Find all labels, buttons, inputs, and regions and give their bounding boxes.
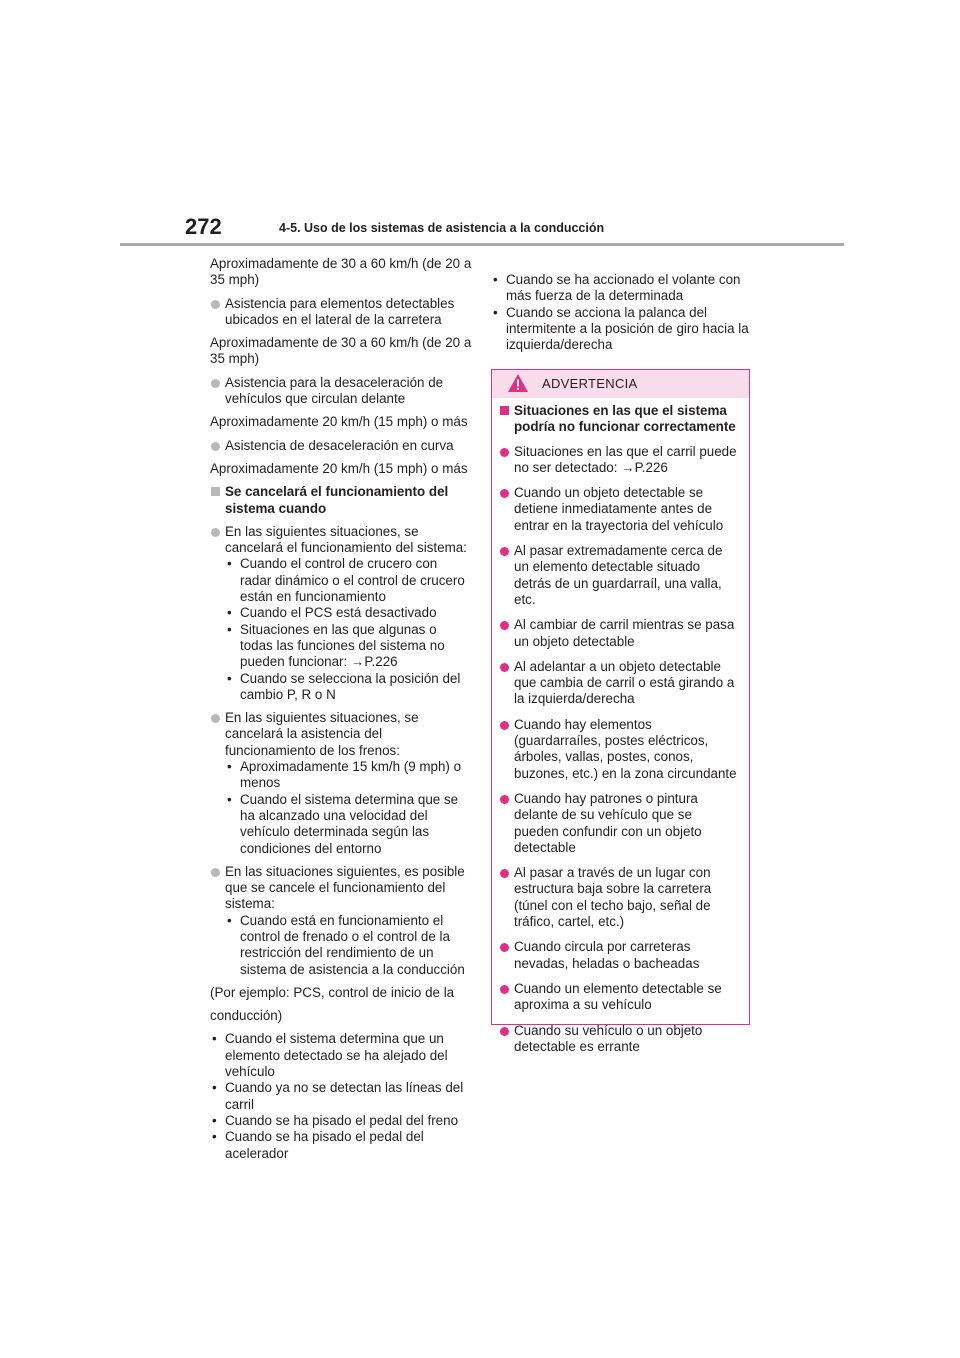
bullet-item: En las siguientes situaciones, se cancelará el funcionamiento del sistema:: [210, 524, 472, 557]
bullet-item: Asistencia de desaceleración en curva: [210, 438, 472, 454]
page-number: 272: [185, 214, 222, 239]
page-header: [120, 212, 844, 248]
paragraph: Aproximadamente de 30 a 60 km/h (de 20 a 35 mph): [210, 256, 472, 288]
warning-item: Situaciones en las que el carril puede no ser detectado: →P.226: [499, 444, 739, 477]
sub-list: [210, 913, 472, 978]
list-item: • Cuando el PCS está desactivado: [225, 605, 472, 621]
warning-body: [499, 403, 739, 1064]
warning-item: Cuando hay patrones o pintura delante de su vehículo que se pueden confundir con un objeto detectable: [499, 791, 739, 856]
warning-title: ADVERTENCIA: [542, 376, 638, 391]
warning-item: Cuando hay elementos (guardarraíles, postes eléctricos, árboles, vallas, postes, conos, buzones, etc.) en la zona circundante: [499, 717, 739, 782]
paragraph: Aproximadamente 20 km/h (15 mph) o más: [210, 460, 468, 476]
warning-triangle-icon: [507, 373, 529, 393]
warning-item: Al cambiar de carril mientras se pasa un objeto detectable: [499, 617, 739, 650]
warning-heading: Situaciones en las que el sistema podría no funcionar correctamente: [499, 403, 739, 436]
warning-item: Cuando un elemento detectable se aproxima a su vehículo: [499, 981, 739, 1014]
list-item: • Aproximadamente 15 km/h (9 mph) o menos: [225, 759, 472, 792]
sub-list: [210, 759, 472, 857]
list-item: • Cuando se ha accionado el volante con más fuerza de la determinada: [491, 272, 753, 305]
list-item: • Cuando se acciona la palanca del intermitente a la posición de giro hacia la izquierda/derecha: [491, 305, 753, 354]
bullet-item: Asistencia para la desaceleración de vehículos que circulan delante: [210, 375, 472, 408]
warning-box: [491, 369, 750, 1054]
paragraph: Aproximadamente 20 km/h (15 mph) o más: [210, 414, 468, 430]
bullet-item: Asistencia para elementos detectables ubicados en el lateral de la carretera: [210, 296, 472, 329]
warning-item: Al adelantar a un objeto detectable que cambia de carril o está girando a la izquierda/derecha: [499, 659, 739, 708]
list-item: • Situaciones en las que algunas o todas las funciones del sistema no pueden funcionar: →P.226: [225, 622, 472, 671]
warning-item: Al pasar a través de un lugar con estructura baja sobre la carretera (túnel con el techo bajo, señal de tráfico, cartel, etc.): [499, 865, 739, 930]
list-item: • Cuando se ha pisado el pedal del freno: [210, 1113, 472, 1129]
bullet-group: [210, 864, 472, 978]
list-item: • Cuando el sistema determina que un elemento detectado se ha alejado del vehículo: [210, 1031, 472, 1080]
list-item: • Cuando se ha pisado el pedal del acelerador: [210, 1129, 472, 1162]
bullet-item: En las situaciones siguientes, es posible que se cancele el funcionamiento del sistema:: [210, 864, 472, 913]
list-item: • Cuando ya no se detectan las líneas del carril: [210, 1080, 472, 1113]
bullet-group: [210, 524, 472, 703]
list-item: • Cuando se selecciona la posición del cambio P, R o N: [225, 671, 472, 704]
paragraph: Aproximadamente de 30 a 60 km/h (de 20 a 35 mph): [210, 335, 472, 367]
final-list: [210, 1031, 472, 1161]
continued-list: [491, 272, 753, 353]
bullet-group: [210, 710, 472, 857]
section-title: 4-5. Uso de los sistemas de asistencia a la conducción: [279, 221, 605, 235]
list-item: • Cuando está en funcionamiento el control de frenado o el control de la restricción del rendimiento de un sistema de asistencia a la conducción: [225, 913, 472, 978]
warning-item: Cuando un objeto detectable se detiene inmediatamente antes de entrar en la trayectoria del vehículo: [499, 485, 739, 534]
warning-header: [492, 370, 749, 398]
paragraph: (Por ejemplo: PCS, control de inicio de la: [210, 984, 455, 1000]
header-divider: [120, 243, 844, 246]
paragraph: conducción): [210, 1008, 283, 1024]
list-item: • Cuando el control de crucero con radar dinámico o el control de crucero están en funcionamiento: [225, 556, 472, 605]
warning-item: Cuando circula por carreteras nevadas, heladas o bacheadas: [499, 939, 739, 972]
right-column: [491, 256, 753, 353]
bullet-item: En las siguientes situaciones, se cancelará la asistencia del funcionamiento de los frenos:: [210, 710, 472, 759]
sub-list: [210, 556, 472, 703]
warning-item: Al pasar extremadamente cerca de un elemento detectable situado detrás de un guardarraíl, una valla, etc.: [499, 543, 739, 608]
section-heading: Se cancelará el funcionamiento del sistema cuando: [210, 484, 472, 517]
left-column: [210, 256, 472, 1162]
warning-item: Cuando su vehículo o un objeto detectable es errante: [499, 1023, 739, 1056]
list-item: • Cuando el sistema determina que se ha alcanzado una velocidad del vehículo determinada según las condiciones del entorno: [225, 792, 472, 857]
